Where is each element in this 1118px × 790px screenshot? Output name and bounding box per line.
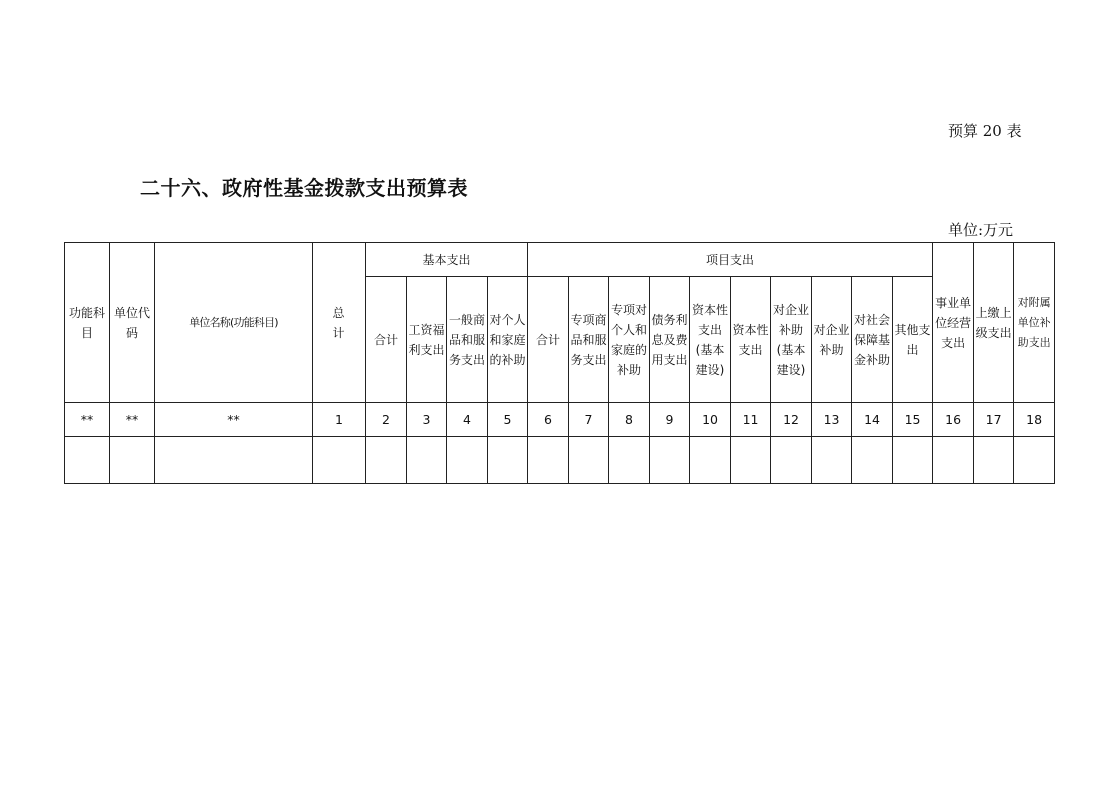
header-unit-code: 单位代码	[110, 243, 155, 403]
index-cell: 3	[407, 403, 447, 437]
table-cell	[1014, 437, 1055, 484]
table-cell	[893, 437, 933, 484]
header-basic-expenditure: 基本支出	[366, 243, 528, 277]
table-cell	[366, 437, 407, 484]
index-cell: 11	[731, 403, 771, 437]
table-cell	[609, 437, 650, 484]
table-cell	[933, 437, 974, 484]
index-row	[65, 403, 1055, 437]
header-basic-goods-services: 一般商品和服务支出	[447, 277, 488, 403]
table-cell	[771, 437, 812, 484]
header-basic-wages: 工资福利支出	[407, 277, 447, 403]
table-cell	[447, 437, 488, 484]
table-cell	[65, 437, 110, 484]
table-cell	[110, 437, 155, 484]
header-project-expenditure: 项目支出	[528, 243, 933, 277]
table-cell	[812, 437, 852, 484]
index-cell: **	[65, 403, 110, 437]
table-cell	[488, 437, 528, 484]
header-project-enterprise-subsidy: 对企业补助	[812, 277, 852, 403]
table-cell	[852, 437, 893, 484]
header-project-enterprise-construction: 对企业补助(基本建设)	[771, 277, 812, 403]
index-cell: 5	[488, 403, 528, 437]
index-cell: 13	[812, 403, 852, 437]
table-cell	[569, 437, 609, 484]
index-cell: 18	[1014, 403, 1055, 437]
header-project-total: 合计	[528, 277, 569, 403]
table-cell	[974, 437, 1014, 484]
table-cell	[528, 437, 569, 484]
index-cell: 12	[771, 403, 812, 437]
header-project-capital-construction: 资本性支出(基本建设)	[690, 277, 731, 403]
index-cell: 9	[650, 403, 690, 437]
table-cell	[407, 437, 447, 484]
index-cell: 8	[609, 403, 650, 437]
header-project-goods-services: 专项商品和服务支出	[569, 277, 609, 403]
table-number: 预算 20 表	[948, 122, 1022, 140]
header-project-social-security: 对社会保障基金补助	[852, 277, 893, 403]
header-basic-household-subsidy: 对个人和家庭的补助	[488, 277, 528, 403]
index-cell: 17	[974, 403, 1014, 437]
header-project-other: 其他支出	[893, 277, 933, 403]
table-row	[65, 437, 1055, 484]
index-cell: 2	[366, 403, 407, 437]
header-func-subject: 功能科目	[65, 243, 110, 403]
index-cell: 4	[447, 403, 488, 437]
index-cell: **	[110, 403, 155, 437]
header-group-row	[65, 243, 1055, 277]
index-cell: 6	[528, 403, 569, 437]
budget-table	[64, 242, 1055, 484]
table-cell	[313, 437, 366, 484]
index-cell: 14	[852, 403, 893, 437]
header-total: 总计	[313, 243, 366, 403]
table-cell	[731, 437, 771, 484]
header-project-capital: 资本性支出	[731, 277, 771, 403]
index-cell: 10	[690, 403, 731, 437]
header-unit-name: 单位名称(功能科目)	[155, 243, 313, 403]
index-cell: 7	[569, 403, 609, 437]
header-subsidiary-subsidy: 对附属单位补助支出	[1014, 243, 1055, 403]
index-cell: 1	[313, 403, 366, 437]
table-cell	[690, 437, 731, 484]
table-cell	[650, 437, 690, 484]
header-upper-payment: 上缴上级支出	[974, 243, 1014, 403]
header-basic-total: 合计	[366, 277, 407, 403]
header-project-debt-interest: 债务利息及费用支出	[650, 277, 690, 403]
index-cell: 16	[933, 403, 974, 437]
header-business-expenditure: 事业单位经营支出	[933, 243, 974, 403]
page-title: 二十六、政府性基金拨款支出预算表	[140, 176, 468, 200]
unit-label: 单位:万元	[948, 221, 1014, 239]
index-cell: **	[155, 403, 313, 437]
table-cell	[155, 437, 313, 484]
index-cell: 15	[893, 403, 933, 437]
header-project-household-subsidy: 专项对个人和家庭的补助	[609, 277, 650, 403]
